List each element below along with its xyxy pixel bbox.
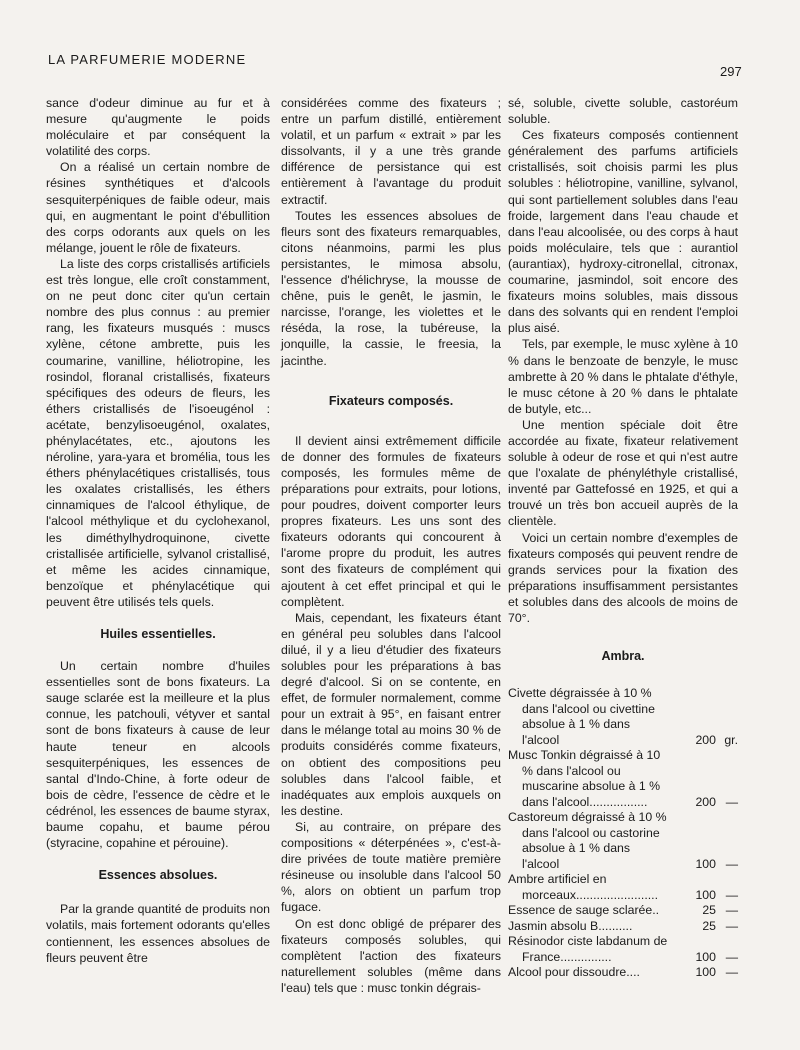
paragraph: Voici un certain nombre d'exemples de fixateurs composés qui peuvent rendre de grands services pour la fixation des préparations insuffisamment persistantes et solubles dans des alcools de moins de 70°. — [508, 530, 738, 625]
recipe-row — [508, 919, 738, 935]
recipe-row — [508, 965, 738, 981]
paragraph: Si, au contraire, on prépare des compositions « déterpénées », c'est-à-dire privées de toute matière première résineuse ou insoluble dans l'alcool 50 %, alors on obtient un parfum trop fugace. — [281, 819, 501, 915]
ingredient-name: Civette dégraissée à 10 % dans l'alcool ou civettine absolue à 1 % dans l'alcool — [508, 686, 655, 747]
ingredient-quantity: 100 — [695, 949, 716, 964]
paragraph: Ces fixateurs composés contiennent généralement des parfums artificiels cristallisés, soit choisis parmi les plus solubles : héliotropine, vanilline, sylvanol, qui sont partiellement solubles dans l'eau froide, largement dans l'eau chaude et dans l'eau alcoolisée, ou des corps à haut poids moléculaire, tels que : aurantiol (aurantiax), hydroxy-citronellal, citronax, coumarine, jasmindol, soit encore des fixateurs moins solubles, mais dissous dans des solvants qui en rendent l'emploi plus aisé. — [508, 128, 738, 336]
ingredient-quantity: 200 — [695, 732, 716, 747]
recipe-row — [508, 872, 738, 903]
ingredient-name: Résinodor ciste labdanum de France............... — [508, 934, 668, 964]
recipe-row — [508, 934, 738, 965]
ingredient-quantity: 25 — [702, 918, 716, 933]
paragraph: sance d'odeur diminue au fur et à mesure qu'augmente le poids moléculaire et par conséquent la volatilité des corps. — [46, 96, 270, 159]
column-1 — [46, 95, 270, 966]
ingredient-unit: — — [725, 903, 738, 918]
recipe-table — [508, 686, 738, 981]
ingredient-unit: — — [725, 965, 738, 980]
paragraph: Une mention spéciale doit être accordée au fixate, fixateur relativement soluble à odeur de rose et qui n'est autre que l'oxalate de phényléthyle cristallisé, inventé par Gattefossé en 1925, et qui a trouvé un très bon accueil auprès de la clientèle. — [508, 417, 738, 529]
ingredient-name: Alcool pour dissoudre.... — [508, 965, 640, 980]
section-heading-huiles: Huiles essentielles. — [100, 627, 216, 641]
paragraph: Un certain nombre d'huiles essentielles sont de bons fixateurs. La sauge sclarée est la meilleure et la plus connue, les patchouli, vétyver et santal sont de bons fixateurs à cause de leur haute teneur en alcools sesquiterpéniques, les essences de santal d'Indo-Chine, à forte odeur de bois de cèdre, l'essence de cèdre et le cédrénol, les essences de baume styrax, baume copahu, et baume pérou (styracine, copahine et pérouine). — [46, 659, 270, 851]
ingredient-quantity: 100 — [695, 887, 716, 902]
paragraph: Il devient ainsi extrêmement difficile de donner des formules de fixateurs composés, les formules même de préparations pour extraits, pour lotions, pour poudres, doivent comporter leurs propres fixateurs. Les uns sont des fixateurs odorants qui concourent à l'arome propre du produit, les autres sont des fixateurs de complément qui ajoutent à cet effet principal et qui le complètent. — [281, 433, 501, 609]
paragraph: Mais, cependant, les fixateurs étant en général peu solubles dans l'alcool dilué, il y a lieu d'étudier des fixateurs solubles pour les préparations à bas degré d'alcool. Si on se contente, en effet, de formuler normalement, comme pour un extrait à 95°, en faisant entrer dans le mélange total au moins 30 % de produits considérés comme fixateurs, on obtient des compositions peu solubles dans l'alcool faible, et inadéquates aux emplois auxquels on les destine. — [281, 610, 501, 818]
recipe-row — [508, 748, 738, 810]
paragraph: Tels, par exemple, le musc xylène à 10 % dans le benzoate de benzyle, le musc ambrette à 20 % dans le phtalate d'éthyle, le musc cétone à 20 % dans le phtalate de butyle, etc... — [508, 337, 738, 416]
column-2 — [281, 95, 501, 996]
paragraph: Toutes les essences absolues de fleurs sont des fixateurs remarquables, citons néanmoins, parmi les plus persistantes, le mimosa absolu, l'essence d'hélichryse, la mousse de chêne, puis le genêt, le jasmin, le narcisse, l'orange, les violettes et le réséda, la rose, la tubéreuse, la jonquille, la cassie, le freesia, la jacinthe. — [281, 208, 501, 368]
paragraph: On est donc obligé de préparer des fixateurs composés solubles, qui complètent l'action des fixateurs naturellement solubles (même dans l'eau) tels que : musc tonkin dégrais- — [281, 916, 501, 995]
running-title: LA PARFUMERIE MODERNE — [48, 52, 247, 67]
paragraph: La liste des corps cristallisés artificiels est très longue, elle croît constamment, on ne peut donc citer qu'un certain nombre des plus connus : au premier rang, les fixateurs musqués : muscs xylène, cétone ambrette, puis les coumarine, vanilline, héliotropine, les rosindol, floranal cristallisés, fixateurs spécifiques des odeurs de fleurs, les éthers cristallisés de l'isoeugénol : acétate, benzylisoeugénol, oxalates, phénylacétates, etc., ajoutons les néroline, yara-yara et bromélia, tous les éthers phénylacétiques cristallisés, tous les oxalates cristallisés, les éthers cinnamiques de l'alcool éthylique, de l'alcool méthylique et du cyclohexanol, les diméthylhydroquinone, civette cristallisée artificielle, sylvanol cristallisé, et même les acides cinnamique, benzoïque et phénylacétique qui peuvent être utilisés tels quels. — [46, 256, 270, 609]
page-number: 297 — [720, 64, 742, 79]
section-heading-absolues: Essences absolues. — [98, 868, 218, 883]
ingredient-quantity: 25 — [702, 903, 716, 918]
ingredient-unit: — — [725, 856, 738, 871]
section-heading-composes: Fixateurs composés. — [328, 393, 454, 408]
ingredient-quantity: 100 — [695, 856, 716, 871]
paragraph: considérées comme des fixateurs ; entre un parfum distillé, entièrement volatil, et un parfum « extrait » par les dissolvants, il y a une très grande différence de persistance qui est entièrement à l'avantage du produit extractif. — [281, 96, 501, 207]
paragraph: On a réalisé un certain nombre de résines synthétiques et d'alcools sesquiterpéniques de faible odeur, mais qui, en augmentant le point d'ébullition des corps odorants aux quels on les mélange, jouent le rôle de fixateurs. — [46, 160, 270, 255]
recipe-row — [508, 686, 738, 748]
ingredient-quantity: 200 — [695, 794, 716, 809]
ingredient-name: Ambre artificiel en morceaux........................ — [508, 872, 658, 902]
ingredient-unit: — — [725, 794, 738, 809]
paragraph: sé, soluble, civette soluble, castoréum soluble. — [508, 96, 738, 127]
ingredient-unit: — — [725, 918, 738, 933]
column-3 — [508, 95, 738, 981]
paragraph: Par la grande quantité de produits non volatils, mais fortement odorants qu'elles contiennent, les essences absolues de fleurs peuvent être — [46, 902, 270, 965]
ingredient-name: Musc Tonkin dégraissé à 10 % dans l'alcool ou muscarine absolue à 1 % dans l'alcool................. — [508, 748, 661, 809]
ingredient-quantity: 100 — [695, 965, 716, 980]
section-heading-ambra: Ambra. — [601, 649, 645, 664]
ingredient-unit: — — [725, 949, 738, 964]
ingredient-name: Essence de sauge sclarée.. — [508, 903, 660, 918]
ingredient-name: Jasmin absolu B.......... — [508, 918, 633, 933]
ingredient-unit: — — [725, 887, 738, 902]
recipe-row — [508, 903, 738, 919]
recipe-row — [508, 810, 738, 872]
ingredient-unit: gr. — [724, 732, 738, 747]
ingredient-name: Castoreum dégraissé à 10 % dans l'alcool ou castorine absolue à 1 % dans l'alcool — [508, 810, 667, 871]
